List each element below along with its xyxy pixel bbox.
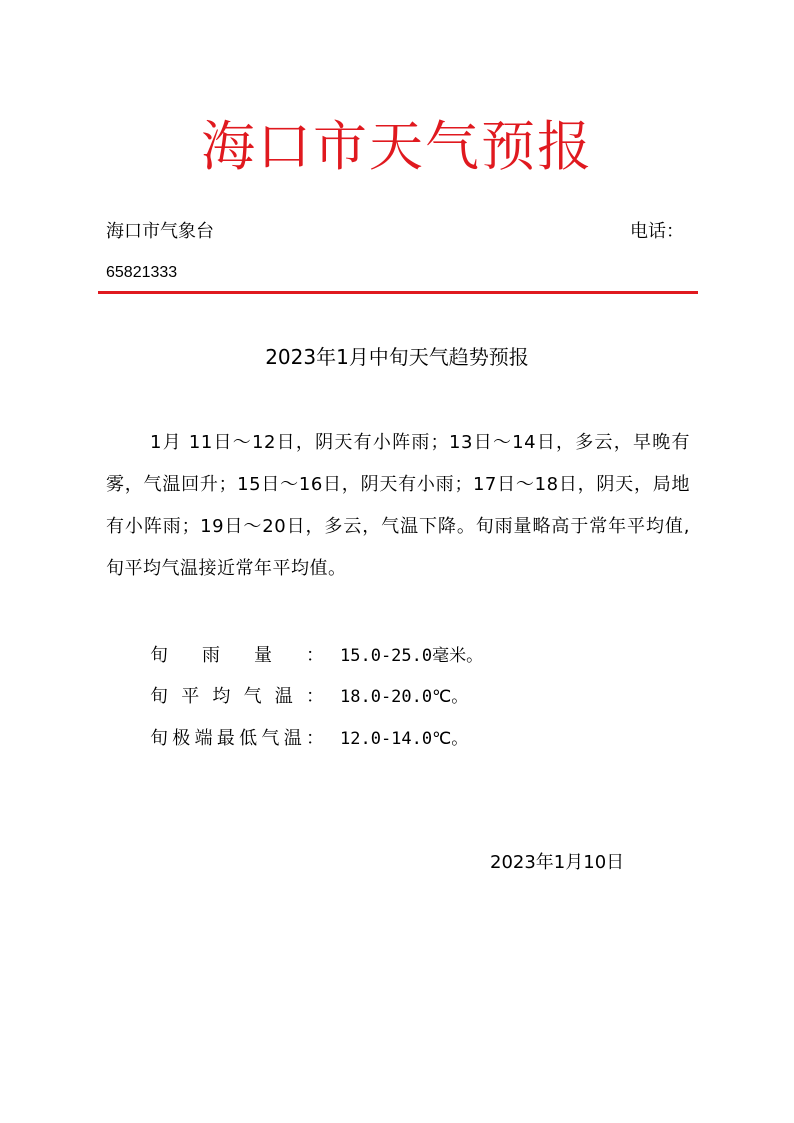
stat-min-temp [150,725,468,753]
phone-number: 65821333 [106,264,178,281]
forecast-subtitle: 2023年1月中旬天气趋势预报 [265,345,529,369]
issue-date: 2023年1月10日 [490,852,625,873]
stat-avg-temp [150,683,468,711]
organization-name: 海口市气象台 [106,221,214,242]
stat-min-temp-value: 12.0-14.0℃。 [340,729,469,749]
stat-min-temp-label: 旬极端最低气温： [150,728,324,749]
document-title: 海口市天气预报 [201,115,593,178]
stat-rainfall-label: 旬雨量： [150,645,324,666]
phone-label: 电话： [630,221,684,242]
stat-rainfall-value: 15.0-25.0毫米。 [340,646,484,666]
stat-avg-temp-label: 旬平均气温： [150,686,324,707]
stat-avg-temp-value: 18.0-20.0℃。 [340,687,469,707]
stat-rainfall [150,642,483,670]
forecast-body: 1月 11日～12日，阴天有小阵雨；13日～14日，多云，早晚有雾，气温回升；15日～16日，阴天有小雨；17日～18日，阴天，局地有小阵雨；19日～20日，多云，气温下降。旬雨量略高于常年平均值,旬平均气温接近常年平均值。 [106,432,690,579]
header-divider [98,291,698,294]
